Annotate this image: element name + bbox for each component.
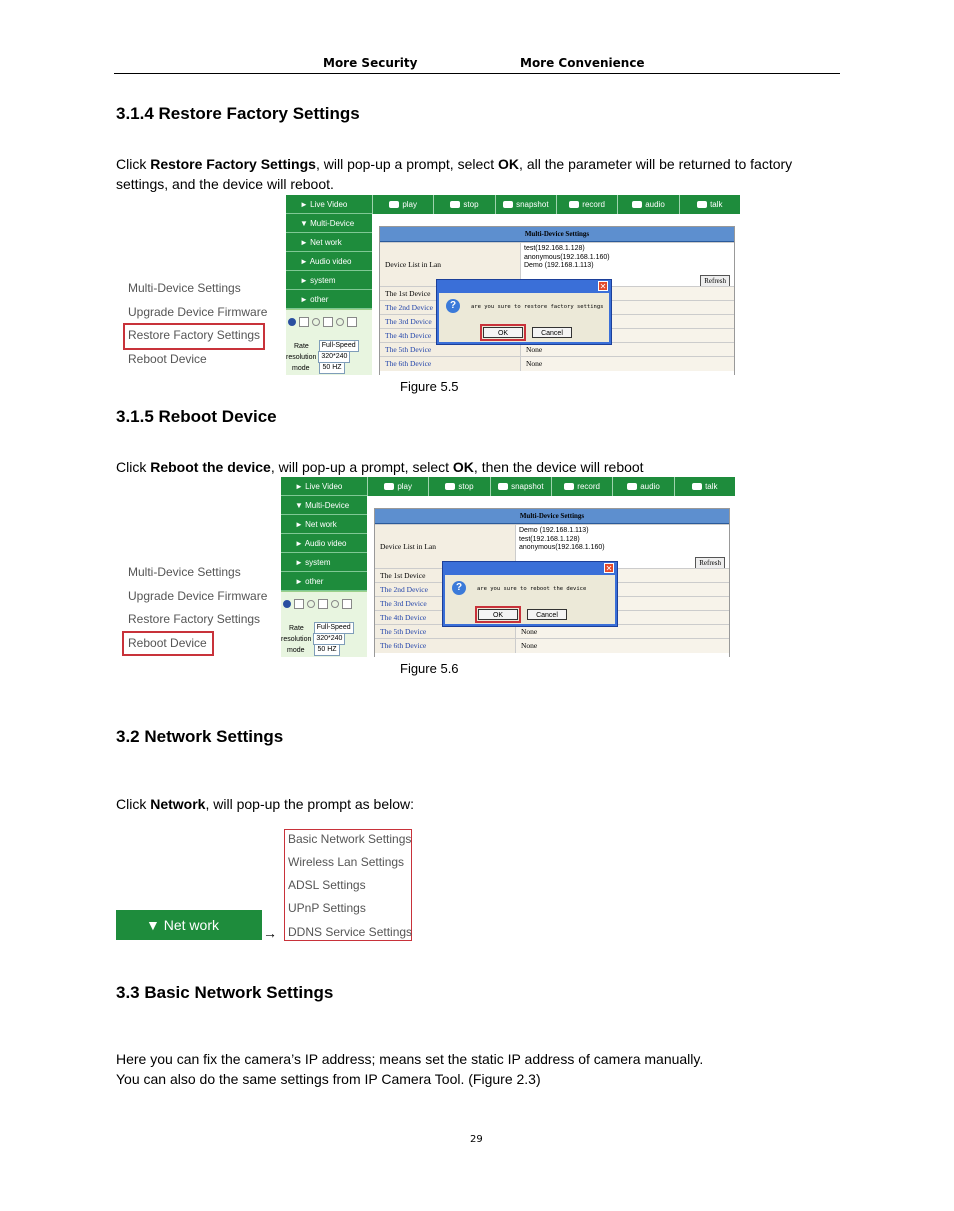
row-label[interactable]: The 4th Device xyxy=(380,329,520,343)
layout-shapes xyxy=(283,599,352,609)
text: You can also do the same settings from IP Camera Tool. (Figure 2.3) xyxy=(116,1071,541,1087)
row-label[interactable]: The 3rd Device xyxy=(375,597,515,611)
play-label: play xyxy=(397,482,412,491)
control-panel xyxy=(286,309,372,375)
text: , will pop-up the prompt as below: xyxy=(205,796,415,812)
radio-icon[interactable] xyxy=(331,600,339,608)
single-view-icon[interactable] xyxy=(299,317,309,327)
header-left: More Security xyxy=(323,56,418,70)
highlight-box xyxy=(475,606,521,623)
list-item[interactable]: Demo (192.168.1.113) xyxy=(524,262,594,269)
text: , will pop-up a prompt, select xyxy=(270,459,453,475)
table-row xyxy=(375,638,729,653)
play-icon xyxy=(389,201,399,208)
text: Here you can fix the camera’s IP address; means set the static IP address of camera manually. xyxy=(116,1051,704,1067)
question-icon: ? xyxy=(452,581,466,595)
row-value: None xyxy=(520,343,734,357)
menu-restore-factory-settings[interactable]: Restore Factory Settings xyxy=(128,612,261,626)
submenu-upnp[interactable]: UPnP Settings xyxy=(288,901,366,915)
talk-label: talk xyxy=(710,200,723,209)
menu-reboot-device[interactable]: Reboot Device xyxy=(128,636,207,650)
resolution-select[interactable]: 320*240 xyxy=(313,633,345,645)
microphone-icon xyxy=(692,483,702,490)
stop-icon xyxy=(445,483,455,490)
audio-button[interactable] xyxy=(612,477,673,496)
text: Click xyxy=(116,156,151,172)
mode-select[interactable]: 50 HZ xyxy=(319,362,344,374)
nav-multi-device[interactable]: ▼ Multi-Device xyxy=(286,214,372,233)
list-item[interactable]: test(192.168.1.128) xyxy=(519,535,580,543)
nav-system[interactable]: ► system xyxy=(281,553,367,572)
cancel-button[interactable]: Cancel xyxy=(532,327,572,338)
row-label[interactable]: The 2nd Device xyxy=(375,583,515,597)
question-icon: ? xyxy=(446,299,460,313)
nav-column xyxy=(286,195,372,309)
snapshot-label: snapshot xyxy=(516,200,549,209)
row-value: None xyxy=(515,625,729,639)
record-button[interactable] xyxy=(551,477,612,496)
camera-icon xyxy=(498,483,508,490)
device-list-label: Device List in Lan xyxy=(375,525,515,569)
bold-text: OK xyxy=(452,459,474,475)
nav-other[interactable]: ► other xyxy=(281,572,367,591)
record-button[interactable] xyxy=(556,195,617,214)
audio-label: audio xyxy=(640,482,660,491)
dialog-message: are you sure to restore factory settings xyxy=(471,304,604,310)
snapshot-button[interactable] xyxy=(490,477,551,496)
nav-audio-video[interactable]: ► Audio video xyxy=(281,534,367,553)
menu-multi-device-settings[interactable]: Multi-Device Settings xyxy=(128,281,241,295)
row-label[interactable]: The 6th Device xyxy=(380,357,520,371)
radio-icon[interactable] xyxy=(336,318,344,326)
list-item[interactable]: anonymous(192.168.1.160) xyxy=(519,544,605,551)
table-title: Multi-Device Settings xyxy=(375,509,729,524)
submenu-adsl[interactable]: ADSL Settings xyxy=(288,878,366,892)
speaker-icon xyxy=(632,201,642,208)
mode-row xyxy=(287,644,340,656)
refresh-button[interactable]: Refresh xyxy=(700,275,730,287)
bold-text: Reboot the device xyxy=(150,459,271,475)
toolbar xyxy=(367,477,735,496)
header-rule xyxy=(114,73,840,74)
nav-live-video[interactable]: ► Live Video xyxy=(281,477,367,496)
nine-view-icon[interactable] xyxy=(342,599,352,609)
record-icon xyxy=(569,201,579,208)
stop-label: stop xyxy=(463,200,479,209)
toolbar xyxy=(372,195,740,214)
mode-select[interactable]: 50 HZ xyxy=(314,644,339,656)
section-title-restore: 3.1.4 Restore Factory Settings xyxy=(116,104,360,123)
rate-select[interactable]: Full-Speed xyxy=(319,340,359,352)
reboot-paragraph xyxy=(116,457,846,477)
rate-label: Rate xyxy=(294,342,309,350)
menu-multi-device-settings[interactable]: Multi-Device Settings xyxy=(128,565,241,579)
list-item[interactable]: Demo (192.168.1.113) xyxy=(519,527,589,534)
row-label[interactable]: The 5th Device xyxy=(380,343,520,357)
device-list-label: Device List in Lan xyxy=(380,243,520,287)
record-label: record xyxy=(577,482,600,491)
text: Click xyxy=(116,796,151,812)
rate-select[interactable]: Full-Speed xyxy=(314,622,354,634)
row-value: None xyxy=(520,357,734,371)
nav-network[interactable]: ► Net work xyxy=(286,233,372,252)
stop-label: stop xyxy=(458,482,474,491)
menu-upgrade-firmware[interactable]: Upgrade Device Firmware xyxy=(128,305,268,319)
table-title: Multi-Device Settings xyxy=(380,227,734,242)
resolution-label: resolution xyxy=(286,353,317,361)
refresh-button[interactable]: Refresh xyxy=(695,557,725,569)
radio-icon[interactable] xyxy=(283,600,291,608)
speaker-icon xyxy=(627,483,637,490)
figure-caption-5-5: Figure 5.5 xyxy=(400,379,459,394)
nav-multi-device[interactable]: ▼ Multi-Device xyxy=(281,496,367,515)
microphone-icon xyxy=(697,201,707,208)
section-title-basic-network: 3.3 Basic Network Settings xyxy=(116,983,334,1002)
ok-button[interactable]: OK xyxy=(478,609,518,620)
restore-paragraph xyxy=(116,154,846,194)
play-button[interactable] xyxy=(367,477,428,496)
nine-view-icon[interactable] xyxy=(347,317,357,327)
play-label: play xyxy=(402,200,417,209)
section-title-network: 3.2 Network Settings xyxy=(116,727,284,746)
confirm-dialog xyxy=(436,279,612,345)
figure-5-5-screenshot xyxy=(286,195,740,375)
basic-network-paragraph xyxy=(116,1049,846,1089)
highlight-box xyxy=(123,323,265,350)
arrow-icon: → xyxy=(263,925,277,941)
network-menu-button[interactable]: ▼ Net work xyxy=(116,910,262,940)
control-panel xyxy=(281,591,367,657)
dialog-body xyxy=(439,293,609,342)
audio-button[interactable] xyxy=(617,195,678,214)
text: settings, and the device will reboot. xyxy=(116,176,334,192)
submenu-ddns[interactable]: DDNS Service Settings xyxy=(288,925,413,939)
menu-restore-factory-settings[interactable]: Restore Factory Settings xyxy=(128,328,261,342)
bold-text: Restore Factory Settings xyxy=(150,156,316,172)
mode-row xyxy=(292,362,345,374)
highlight-box xyxy=(480,324,526,341)
audio-label: audio xyxy=(645,200,665,209)
row-value: None xyxy=(515,639,729,653)
network-submenu xyxy=(284,829,412,941)
talk-label: talk xyxy=(705,482,718,491)
snapshot-label: snapshot xyxy=(511,482,544,491)
figure-caption-5-6: Figure 5.6 xyxy=(400,661,459,676)
talk-button[interactable] xyxy=(674,477,735,496)
single-view-icon[interactable] xyxy=(294,599,304,609)
page-number: 29 xyxy=(470,1134,483,1145)
submenu-wireless-lan[interactable]: Wireless Lan Settings xyxy=(288,855,405,869)
text: , all the parameter will be returned to factory xyxy=(519,156,793,172)
section-title-reboot: 3.1.5 Reboot Device xyxy=(116,407,277,426)
radio-icon[interactable] xyxy=(288,318,296,326)
bold-text: Network xyxy=(150,796,206,812)
ok-button[interactable]: OK xyxy=(483,327,523,338)
menu-upgrade-firmware[interactable]: Upgrade Device Firmware xyxy=(128,589,268,603)
menu-reboot-device[interactable]: Reboot Device xyxy=(128,352,207,366)
mode-label: mode xyxy=(287,646,305,654)
text: , will pop-up a prompt, select xyxy=(315,156,499,172)
snapshot-button[interactable] xyxy=(495,195,556,214)
nav-network[interactable]: ► Net work xyxy=(281,515,367,534)
network-paragraph xyxy=(116,794,414,814)
submenu-basic-network[interactable]: Basic Network Settings xyxy=(288,832,412,846)
dialog-message: are you sure to reboot the device xyxy=(477,586,587,592)
list-item[interactable]: test(192.168.1.128) xyxy=(524,245,585,252)
radio-icon[interactable] xyxy=(307,600,315,608)
table-row xyxy=(380,356,734,371)
highlight-box xyxy=(122,631,214,656)
mode-label: mode xyxy=(292,364,310,372)
figure-5-6-screenshot xyxy=(281,477,735,657)
play-icon xyxy=(384,483,394,490)
radio-icon[interactable] xyxy=(312,318,320,326)
stop-button[interactable] xyxy=(428,477,489,496)
list-item[interactable]: anonymous(192.168.1.160) xyxy=(524,253,610,261)
row-label[interactable]: The 6th Device xyxy=(375,639,515,653)
nav-live-video[interactable]: ► Live Video xyxy=(286,195,372,214)
nav-system[interactable]: ► system xyxy=(286,271,372,290)
text: Click xyxy=(116,459,151,475)
device-list[interactable] xyxy=(524,245,694,271)
stop-icon xyxy=(450,201,460,208)
row-label: The 1st Device xyxy=(375,569,515,583)
record-label: record xyxy=(582,200,605,209)
nav-audio-video[interactable]: ► Audio video xyxy=(286,252,372,271)
row-label[interactable]: The 2nd Device xyxy=(380,301,520,315)
resolution-select[interactable]: 320*240 xyxy=(318,351,350,363)
nav-other[interactable]: ► other xyxy=(286,290,372,309)
nav-column xyxy=(281,477,367,591)
stop-button[interactable] xyxy=(433,195,494,214)
row-label[interactable]: The 5th Device xyxy=(375,625,515,639)
record-icon xyxy=(564,483,574,490)
row-label[interactable]: The 3rd Device xyxy=(380,315,520,329)
layout-shapes xyxy=(288,317,357,327)
camera-icon xyxy=(503,201,513,208)
confirm-dialog xyxy=(442,561,618,627)
dialog-body xyxy=(445,575,615,624)
header-right: More Convenience xyxy=(520,56,645,70)
quad-view-icon[interactable] xyxy=(318,599,328,609)
resolution-label: resolution xyxy=(281,635,312,643)
rate-label: Rate xyxy=(289,624,304,632)
talk-button[interactable] xyxy=(679,195,740,214)
close-icon[interactable]: ✕ xyxy=(599,282,607,291)
bold-text: OK xyxy=(498,156,520,172)
quad-view-icon[interactable] xyxy=(323,317,333,327)
row-label[interactable]: The 4th Device xyxy=(375,611,515,625)
text: , then the device will reboot xyxy=(473,459,644,475)
row-label: The 1st Device xyxy=(380,287,520,301)
play-button[interactable] xyxy=(372,195,433,214)
device-list[interactable] xyxy=(519,527,689,553)
cancel-button[interactable]: Cancel xyxy=(527,609,567,620)
close-icon[interactable]: ✕ xyxy=(605,564,613,573)
